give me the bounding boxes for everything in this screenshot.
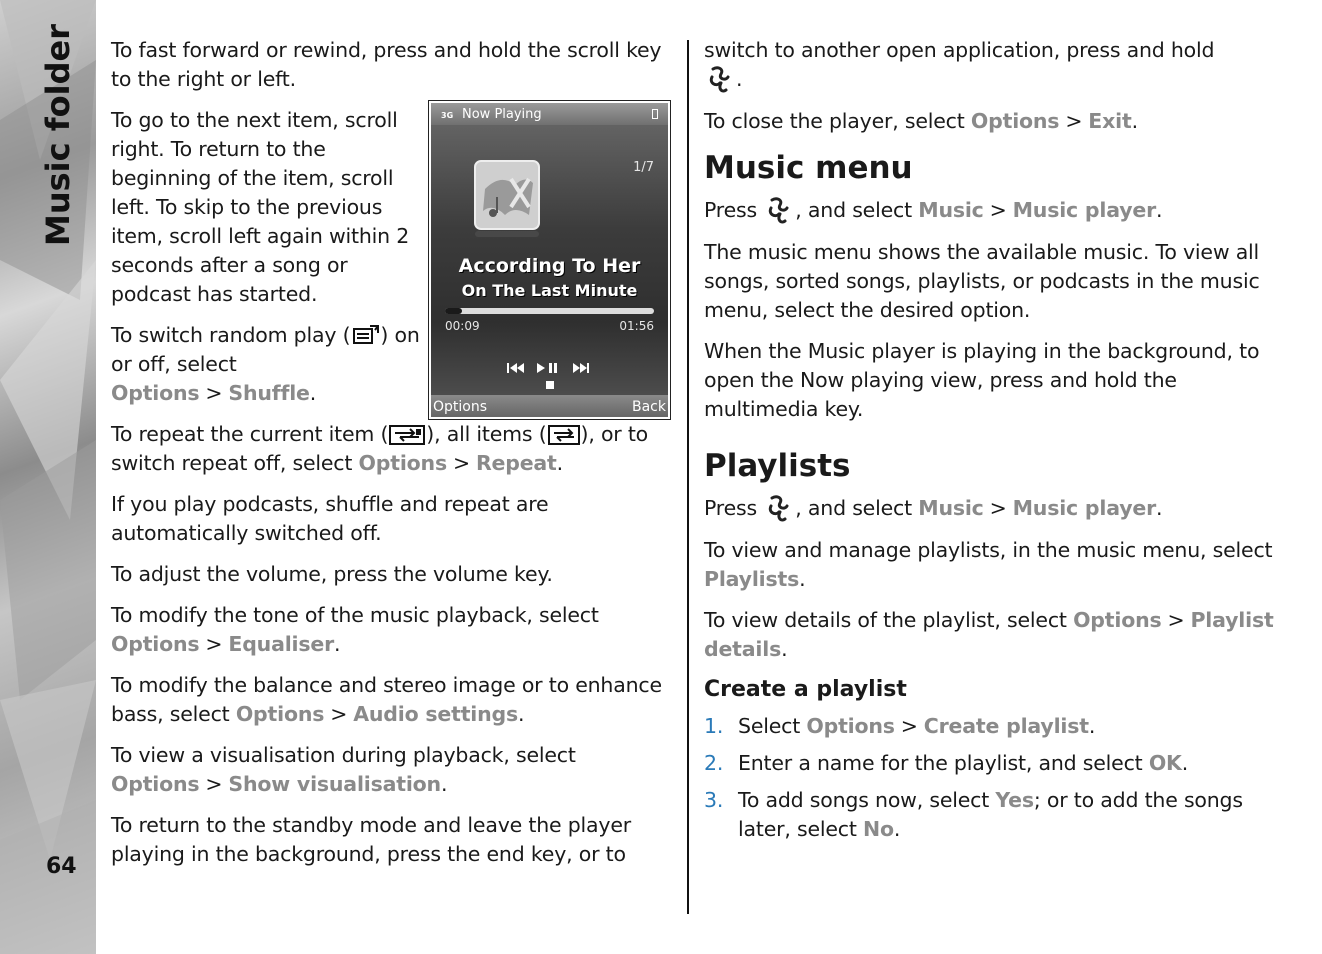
- total-time: 01:56: [619, 319, 654, 333]
- option-options: Options: [1073, 608, 1162, 632]
- left-content: [111, 36, 677, 869]
- paragraph-press-music-2: Press , and select Music > Music player.: [704, 494, 1274, 524]
- heading-playlists: Playlists: [704, 448, 851, 484]
- option-options: Options: [111, 381, 200, 405]
- option-options: Options: [970, 109, 1060, 133]
- option-options: Options: [111, 632, 200, 656]
- phone-display: [431, 103, 668, 417]
- option-playlist-details: Playlist details: [704, 608, 1274, 661]
- artist-name: On The Last Minute: [461, 281, 638, 300]
- network-indicator: 3G: [441, 111, 454, 120]
- step-number: 2.: [704, 751, 724, 775]
- paragraph-switch-app: switch to another open application, press and hold .: [704, 36, 1274, 95]
- paragraph-podcasts: If you play podcasts, shuffle and repeat are automatically switched off.: [111, 492, 549, 545]
- paragraph-music-menu-desc: The music menu shows the available music. To view all songs, sorted songs, playlists, or podcasts in the music menu, select the desired option.: [704, 240, 1260, 322]
- paragraph-audio-settings: To modify the balance and stereo image or to enhance bass, select Options > Audio settings.: [111, 673, 662, 726]
- play-pause-icon: [537, 363, 557, 373]
- right-column: [704, 36, 1274, 852]
- column-divider: [687, 40, 689, 914]
- option-audio-settings: Audio settings: [353, 702, 519, 726]
- heading-create-playlist: Create a playlist: [704, 677, 907, 702]
- list-item: 3. To add songs now, select Yes; or to add the songs later, select No.: [704, 788, 1243, 841]
- option-shuffle: Shuffle: [228, 381, 310, 405]
- left-column: [111, 36, 677, 881]
- option-music: Music: [918, 198, 984, 222]
- option-options: Options: [806, 714, 895, 738]
- option-options: Options: [111, 772, 200, 796]
- screen-title: Now Playing: [462, 107, 542, 122]
- track-count: 1/7: [633, 160, 654, 175]
- option-show-visualisation: Show visualisation: [228, 772, 441, 796]
- step-number: 1.: [704, 714, 724, 738]
- menu-key-icon: [763, 196, 795, 226]
- option-no: No: [863, 817, 894, 841]
- repeat-one-icon: [388, 423, 426, 447]
- sidebar: [0, 0, 96, 954]
- progress-bar: [445, 308, 654, 314]
- step-number: 3.: [704, 788, 724, 812]
- repeat-all-icon: [547, 423, 581, 447]
- option-repeat: Repeat: [475, 451, 557, 475]
- now-playing-screenshot: [428, 100, 671, 420]
- page-number: 64: [46, 854, 77, 879]
- menu-key-icon: [704, 65, 736, 95]
- progress-fill: [445, 308, 462, 314]
- paragraph-press-music: Press , and select Music > Music player.: [704, 196, 1274, 226]
- paragraph-fast-forward: To fast forward or rewind, press and hold the scroll key to the right or left.: [111, 38, 662, 91]
- shuffle-icon: [350, 325, 380, 347]
- paragraph-manage-playlists: To view and manage playlists, in the music menu, select Playlists.: [704, 538, 1273, 591]
- heading-music-menu: Music menu: [704, 150, 913, 186]
- paragraph-shuffle: To switch random play ( ) on or off, select Options > Shuffle.: [111, 323, 420, 405]
- option-music: Music: [918, 496, 984, 520]
- paragraph-standby: To return to the standby mode and leave the player playing in the background, press the end key, or to: [111, 813, 631, 866]
- stop-icon: [546, 381, 554, 389]
- option-music-player: Music player: [1012, 496, 1157, 520]
- section-title: Music folder: [39, 23, 77, 247]
- paragraph-visualisation: To view a visualisation during playback, select Options > Show visualisation.: [111, 743, 576, 796]
- option-options: Options: [235, 702, 325, 726]
- paragraph-repeat: To repeat the current item ( ), all items ( ), or to switch repeat off, select Options > Repeat.: [111, 422, 649, 475]
- paragraph-background: When the Music player is playing in the background, to open the Now playing view, press and hold the multimedia key.: [704, 339, 1260, 421]
- option-exit: Exit: [1088, 109, 1132, 133]
- album-art-icon: [471, 159, 543, 239]
- option-playlists: Playlists: [704, 567, 800, 591]
- option-yes: Yes: [995, 788, 1034, 812]
- paragraph-playlist-details: To view details of the playlist, select Options > Playlist details.: [704, 608, 1274, 661]
- paragraph-equaliser: To modify the tone of the music playback, select Options > Equaliser.: [111, 603, 599, 656]
- softkey-options: Options: [433, 399, 488, 415]
- menu-key-icon: [763, 494, 795, 524]
- option-music-player: Music player: [1012, 198, 1157, 222]
- previous-icon: [507, 363, 524, 373]
- song-title: According To Her: [458, 255, 641, 277]
- battery-icon: [652, 109, 658, 119]
- option-ok: OK: [1148, 751, 1182, 775]
- option-create-playlist: Create playlist: [923, 714, 1089, 738]
- playback-controls: [503, 357, 603, 397]
- elapsed-time: 00:09: [445, 319, 480, 333]
- option-equaliser: Equaliser: [228, 632, 334, 656]
- option-options: Options: [358, 451, 447, 475]
- paragraph-close-player: To close the player, select Options > Exit.: [704, 109, 1138, 133]
- paragraph-next-item: To go to the next item, scroll right. To return to the beginning of the item, scroll left. To skip to the previous item, scroll left again within 2 seconds after a song or podcast has started.: [111, 108, 410, 306]
- steps-list: [704, 712, 1274, 844]
- paragraph-volume: To adjust the volume, press the volume key.: [111, 562, 553, 586]
- next-icon: [573, 363, 589, 373]
- list-item: 1. Select Options > Create playlist.: [704, 712, 1274, 741]
- list-item: 2. Enter a name for the playlist, and select OK.: [704, 749, 1274, 778]
- softkey-back: Back: [632, 399, 666, 415]
